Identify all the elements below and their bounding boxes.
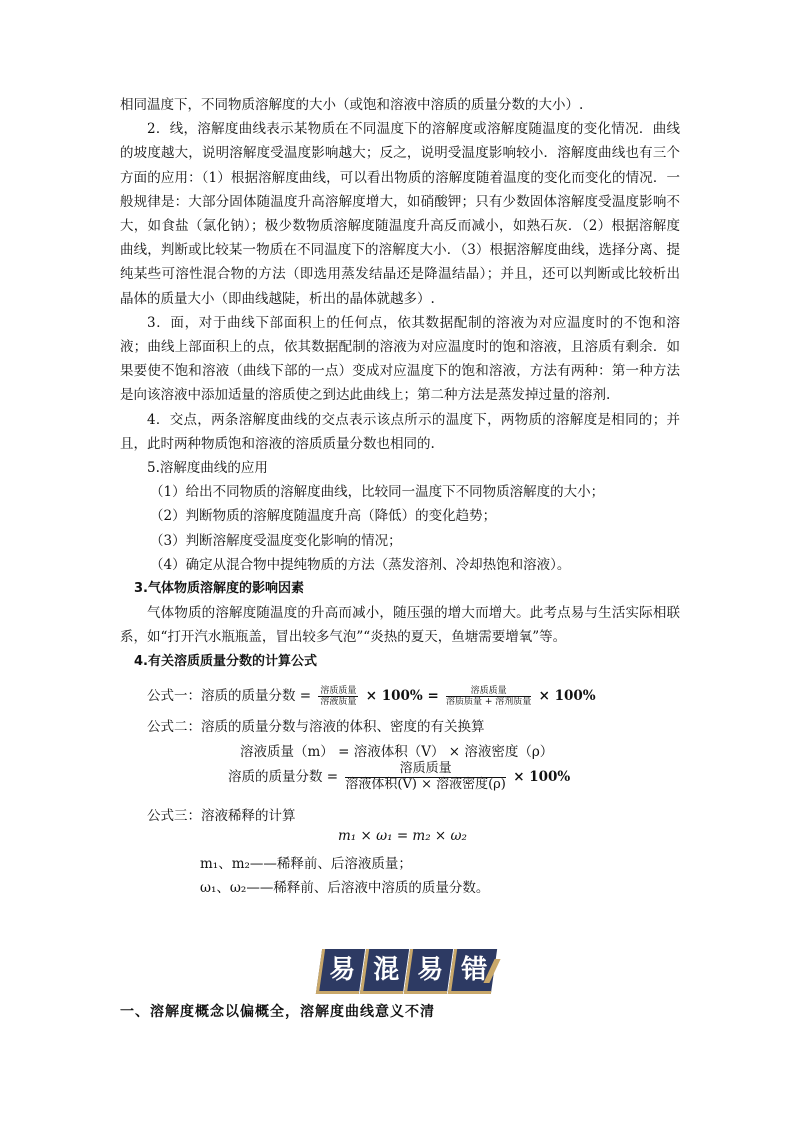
formula-1-fraction-a bbox=[318, 686, 358, 708]
formula-1-middle: × 100% = bbox=[365, 688, 439, 704]
formula-1-fraction-b bbox=[446, 686, 531, 708]
banner-tile-1 bbox=[316, 949, 365, 994]
paragraph-applications-title: 5.溶解度曲线的应用 bbox=[147, 460, 268, 477]
formula-1-label: 公式一：溶质的质量分数 = bbox=[147, 688, 312, 704]
banner-char-4: 错 bbox=[461, 955, 488, 985]
application-item-3: （3）判断溶解度受温度变化影响的情况； bbox=[150, 532, 402, 549]
formula-3-label: 公式三：溶液稀释的计算 bbox=[147, 808, 296, 824]
formula-3-fraction-definition: ω₁、ω₂——稀释前、后溶液中溶质的质量分数。 bbox=[200, 880, 490, 896]
formula-1-denominator-a: 溶液质量 bbox=[320, 697, 357, 707]
body-text bbox=[120, 93, 680, 674]
banner-char-1: 易 bbox=[329, 955, 356, 985]
heading-formulas: 4.有关溶质质量分数的计算公式 bbox=[134, 653, 317, 669]
banner-char-3: 易 bbox=[417, 955, 444, 985]
formula-2-lhs: 溶质的质量分数 = bbox=[228, 768, 339, 785]
banner-tile-3 bbox=[404, 949, 453, 994]
formula-1-end: × 100% bbox=[538, 688, 596, 704]
section-heading: 一、溶解度概念以偏概全，溶解度曲线意义不清 bbox=[120, 1004, 435, 1020]
paragraph-1: 相同温度下，不同物质溶解度的大小（或饱和溶液中溶质的质量分数的大小）. bbox=[120, 97, 584, 113]
formula-1 bbox=[147, 684, 596, 707]
formula-2-numerator: 溶质质量 bbox=[345, 762, 505, 778]
paragraph-curve-area: 3．面，对于曲线下部面积上的任何点，依其数据配制的溶液为对应温度时的不饱和溶液；曲线上部面积上的点，依其数据配制的溶液为对应温度时的饱和溶液，且溶质有剩余．如果要使不饱和溶液（曲线下部的一点）变成对应温度下的饱和溶液，方法有两种：第一种方法是向该溶液中添加适量的溶质使之到达此曲线上；第二种方法是蒸发掉过量的溶剂. bbox=[120, 314, 680, 404]
application-item-4: （4）确定从混合物中提纯物质的方法（蒸发溶剂、冷却热饱和溶液）。 bbox=[150, 556, 571, 573]
banner-char-2: 混 bbox=[373, 955, 400, 985]
formula-1-numerator-a: 溶质质量 bbox=[320, 685, 357, 696]
application-item-2: （2）判断物质的溶解度随温度升高（降低）的变化趋势； bbox=[150, 508, 497, 525]
paragraph-intersection: 4．交点，两条溶解度曲线的交点表示该点所示的温度下，两物质的溶解度是相同的；并且，此时两种物质饱和溶液的溶质质量分数也相同的. bbox=[120, 411, 680, 452]
paragraph-curve-line: 2．线，溶解度曲线表示某物质在不同温度下的溶解度或溶解度随温度的变化情况．曲线的坡度越大，说明溶解度受温度影响越大；反之，说明受温度影响较小．溶解度曲线也有三个方面的应用：（1）根据溶解度曲线，可以看出物质的溶解度随着温度的变化而变化的情况．一般规律是：大部分固体随温度升高溶解度增大，如硝酸钾；只有少数固体溶解度受温度影响不大，如食盐（氯化钠）；极少数物质溶解度随温度升高反而减小，如熟石灰．（2）根据溶解度曲线，判断或比较某一物质在不同温度下的溶解度大小．（3）根据溶解度曲线，选择分离、提纯某些可溶性混合物的方法（即选用蒸发结晶还是降温结晶）；并且，还可以判断或比较析出晶体的质量大小（即曲线越陡，析出的晶体就越多）. bbox=[120, 121, 680, 307]
heading-gas-solubility: 3.气体物质溶解度的影响因素 bbox=[134, 581, 304, 597]
formula-2-fraction bbox=[345, 762, 505, 793]
formula-2-label: 公式二：溶质的质量分数与溶液的体积、密度的有关换算 bbox=[147, 719, 485, 735]
formula-1-numerator-b: 溶质质量 bbox=[446, 686, 531, 697]
paragraph-gas-solubility: 气体物质的溶解度随温度的升高而减小，随压强的增大而增大。此考点易与生活实际相联系，如“打开汽水瓶瓶盖，冒出较多气泡”“炎热的夏天，鱼塘需要增氧”等。 bbox=[120, 605, 680, 646]
formula-2-denominator: 溶液体积(V) × 溶液密度(ρ) bbox=[345, 776, 506, 792]
formula-2-fraction-line bbox=[228, 762, 570, 793]
confusion-errors-banner bbox=[317, 945, 495, 995]
formula-1-denominator-b: 溶质质量 + 溶剂质量 bbox=[446, 697, 532, 707]
application-item-1: （1）给出不同物质的溶解度曲线，比较同一温度下不同物质溶解度的大小； bbox=[150, 484, 605, 501]
formula-2-mass-line: 溶液质量（m） = 溶液体积（V） × 溶液密度（ρ） bbox=[240, 744, 554, 760]
formula-3-equation: m₁ × ω₁ = m₂ × ω₂ bbox=[338, 828, 467, 844]
banner-tile-2 bbox=[360, 949, 409, 994]
formula-3-mass-definition: m₁、m₂——稀释前、后溶液质量； bbox=[200, 856, 412, 872]
formula-2-end: × 100% bbox=[513, 768, 571, 785]
